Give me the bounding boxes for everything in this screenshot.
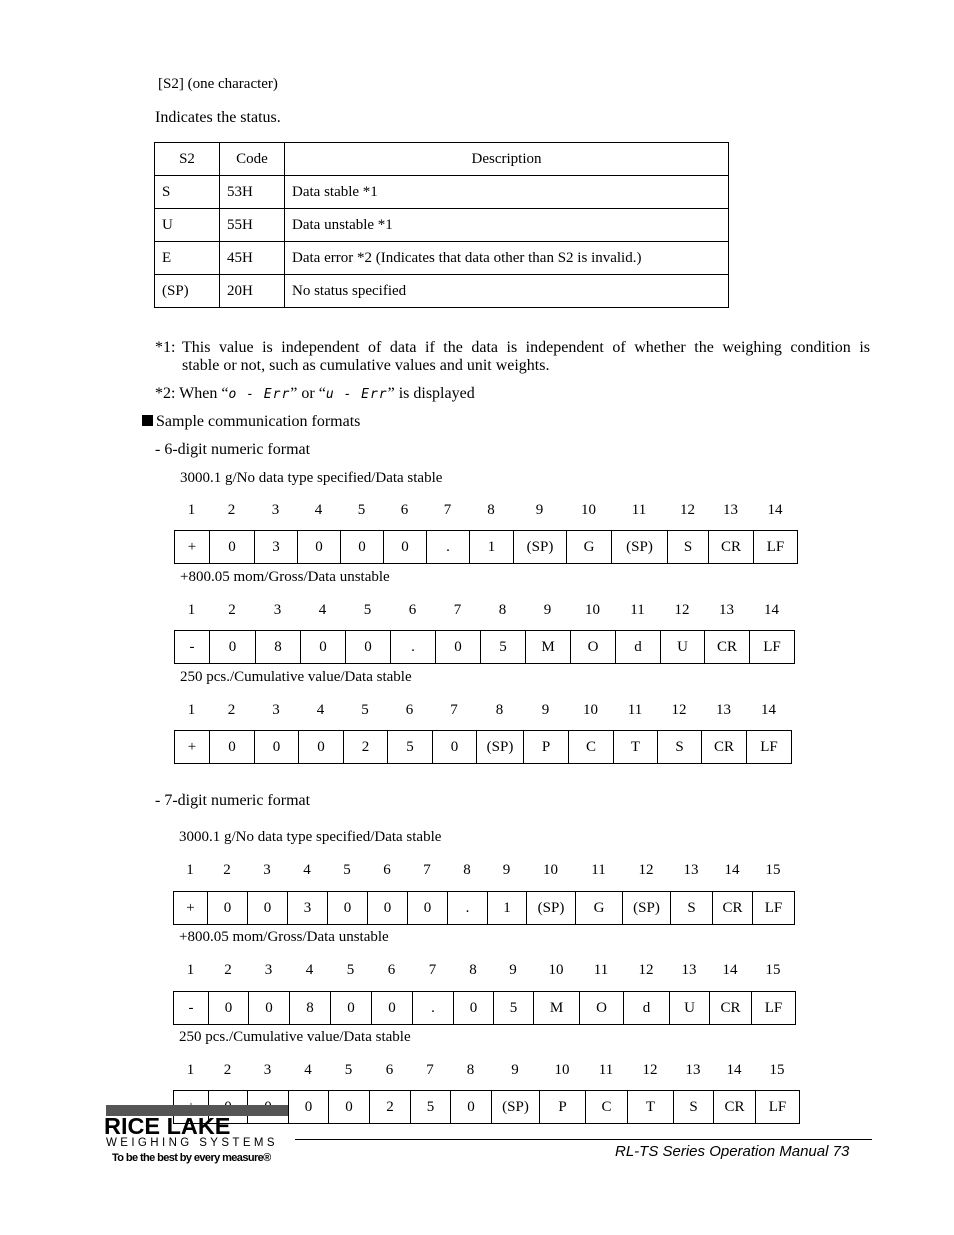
format-row bbox=[175, 731, 792, 764]
position-number: 8 bbox=[498, 602, 507, 618]
format-cell: 1 bbox=[488, 892, 527, 925]
position-number: 8 bbox=[495, 702, 504, 718]
table-cell: 45H bbox=[220, 242, 285, 275]
table-cell: 53H bbox=[220, 176, 285, 209]
format-cell: 2 bbox=[344, 731, 388, 764]
format-cell: 0 bbox=[384, 531, 427, 564]
position-number: 9 bbox=[509, 962, 517, 978]
position-number: 2 bbox=[224, 962, 232, 978]
six-digit-heading: - 6-digit numeric format bbox=[155, 441, 311, 458]
format-cell: 0 bbox=[433, 731, 477, 764]
intro-text: Indicates the status. bbox=[155, 109, 281, 126]
position-number: 13 bbox=[716, 702, 731, 718]
format-cell: T bbox=[628, 1091, 674, 1124]
position-number: 13 bbox=[683, 862, 699, 878]
format-cell: 1 bbox=[470, 531, 514, 564]
position-number: 6 bbox=[383, 862, 391, 878]
format-cell: LF bbox=[752, 992, 796, 1025]
format-cell: CR bbox=[710, 992, 752, 1025]
format-cell: LF bbox=[753, 892, 795, 925]
position-number: 13 bbox=[719, 602, 734, 618]
format-cell: 0 bbox=[454, 992, 494, 1025]
format-cell: S bbox=[668, 531, 709, 564]
format-cell: . bbox=[448, 892, 488, 925]
format-cell: 8 bbox=[256, 631, 301, 664]
position-number: 10 bbox=[554, 1062, 570, 1078]
header-cell: Description bbox=[285, 143, 729, 176]
format-cell: (SP) bbox=[492, 1091, 540, 1124]
table-cell: U bbox=[155, 209, 220, 242]
table-cell: 20H bbox=[220, 275, 285, 308]
position-number: 2 bbox=[223, 862, 231, 878]
format-caption: 3000.1 g/No data type specified/Data stable bbox=[179, 829, 442, 845]
table-row bbox=[155, 242, 729, 275]
position-number: 10 bbox=[583, 702, 598, 718]
position-number: 15 bbox=[765, 862, 781, 878]
position-number: 11 bbox=[631, 502, 647, 518]
table-cell: E bbox=[155, 242, 220, 275]
format-row bbox=[174, 992, 796, 1025]
note-2 bbox=[155, 385, 475, 403]
position-number: 1 bbox=[186, 862, 194, 878]
position-number: 2 bbox=[228, 602, 236, 618]
position-number: 7 bbox=[428, 962, 437, 978]
position-number: 5 bbox=[344, 1062, 353, 1078]
format-cell: (SP) bbox=[477, 731, 524, 764]
format-cell: LF bbox=[754, 531, 798, 564]
position-number: 12 bbox=[674, 602, 690, 618]
position-number: 13 bbox=[685, 1062, 701, 1078]
table-cell: Data stable *1 bbox=[285, 176, 729, 209]
position-number: 15 bbox=[765, 962, 781, 978]
format-table bbox=[174, 530, 798, 564]
position-number: 14 bbox=[764, 602, 779, 618]
table-row bbox=[155, 176, 729, 209]
format-cell: (SP) bbox=[623, 892, 671, 925]
position-number: 7 bbox=[426, 1062, 434, 1078]
format-cell: 2 bbox=[370, 1091, 411, 1124]
position-number: 14 bbox=[724, 862, 740, 878]
position-number: 11 bbox=[591, 862, 606, 878]
position-number: 3 bbox=[263, 862, 271, 878]
note-2-mid: ” or “ bbox=[290, 385, 326, 402]
note-1-mark: *1: bbox=[155, 339, 176, 356]
table-cell: S bbox=[155, 176, 220, 209]
format-cell: 0 bbox=[209, 992, 249, 1025]
table-row bbox=[155, 275, 729, 308]
format-cell: - bbox=[174, 992, 209, 1025]
position-number: 1 bbox=[186, 1062, 195, 1078]
format-cell: 0 bbox=[436, 631, 481, 664]
position-number: 10 bbox=[543, 862, 558, 878]
format-cell: 0 bbox=[248, 892, 288, 925]
position-number: 6 bbox=[400, 502, 409, 518]
format-cell: C bbox=[586, 1091, 628, 1124]
format-cell: P bbox=[540, 1091, 586, 1124]
table-cell: No status specified bbox=[285, 275, 729, 308]
position-number: 4 bbox=[314, 502, 323, 518]
format-cell: 0 bbox=[299, 731, 344, 764]
format-cell: 0 bbox=[372, 992, 413, 1025]
position-number: 13 bbox=[723, 502, 738, 518]
format-caption: +800.05 mom/Gross/Data unstable bbox=[179, 929, 389, 945]
position-number: 3 bbox=[263, 1062, 272, 1078]
format-cell: M bbox=[534, 992, 580, 1025]
format-table bbox=[174, 730, 792, 764]
position-number: 14 bbox=[761, 702, 776, 718]
table-cell: Data unstable *1 bbox=[285, 209, 729, 242]
table-row bbox=[155, 209, 729, 242]
format-table bbox=[173, 991, 796, 1025]
position-number: 9 bbox=[543, 602, 552, 618]
position-number: 12 bbox=[638, 962, 654, 978]
position-number: 11 bbox=[630, 602, 645, 618]
format-caption: 250 pcs./Cumulative value/Data stable bbox=[179, 1029, 411, 1045]
position-number: 1 bbox=[187, 502, 196, 518]
format-cell: . bbox=[413, 992, 454, 1025]
format-cell: S bbox=[671, 892, 713, 925]
note-1-text: This value is independent of data if the data is independent of whether the weighing condition is bbox=[182, 339, 870, 356]
format-cell: G bbox=[567, 531, 612, 564]
position-number: 5 bbox=[361, 702, 369, 718]
header-cell: Code bbox=[220, 143, 285, 176]
format-cell: 0 bbox=[331, 992, 372, 1025]
position-number: 1 bbox=[187, 602, 196, 618]
position-number: 2 bbox=[227, 502, 236, 518]
display-under-error: u - Err bbox=[325, 387, 388, 402]
format-cell: CR bbox=[709, 531, 754, 564]
position-number: 8 bbox=[463, 862, 471, 878]
format-cell: C bbox=[569, 731, 614, 764]
position-number: 2 bbox=[223, 1062, 232, 1078]
position-number: 3 bbox=[264, 962, 273, 978]
table-cell: Data error *2 (Indicates that data other than S2 is invalid.) bbox=[285, 242, 729, 275]
position-number: 12 bbox=[638, 862, 654, 878]
format-cell: U bbox=[670, 992, 710, 1025]
format-cell: 0 bbox=[368, 892, 408, 925]
note-2-mark: *2: bbox=[155, 385, 176, 402]
position-number: 7 bbox=[423, 862, 431, 878]
position-number: 12 bbox=[642, 1062, 658, 1078]
format-cell: 5 bbox=[411, 1091, 451, 1124]
format-cell: + bbox=[175, 731, 210, 764]
position-number: 7 bbox=[450, 702, 458, 718]
position-number: 13 bbox=[681, 962, 697, 978]
format-cell: LF bbox=[747, 731, 792, 764]
format-cell: T bbox=[614, 731, 658, 764]
position-number: 4 bbox=[303, 862, 311, 878]
format-cell: P bbox=[524, 731, 569, 764]
position-number: 6 bbox=[385, 1062, 394, 1078]
format-row bbox=[175, 531, 798, 564]
note-2-prefix: When “ bbox=[179, 385, 229, 402]
format-cell: CR bbox=[705, 631, 750, 664]
position-number: 4 bbox=[318, 602, 327, 618]
note-1-text-cont: stable or not, such as cumulative values and unit weights. bbox=[182, 357, 550, 374]
format-cell: LF bbox=[750, 631, 795, 664]
table-header-row bbox=[155, 143, 729, 176]
position-number: 9 bbox=[535, 502, 544, 518]
position-number: 10 bbox=[585, 602, 600, 618]
format-cell: 0 bbox=[341, 531, 384, 564]
position-number: 4 bbox=[304, 1062, 312, 1078]
format-cell: CR bbox=[713, 892, 753, 925]
format-cell: LF bbox=[756, 1091, 800, 1124]
format-row bbox=[174, 892, 795, 925]
format-cell: O bbox=[571, 631, 616, 664]
format-cell: 5 bbox=[494, 992, 534, 1025]
position-number: 9 bbox=[511, 1062, 519, 1078]
format-cell: 0 bbox=[329, 1091, 370, 1124]
footer-rule bbox=[295, 1139, 872, 1140]
sample-heading bbox=[142, 413, 360, 431]
position-number: 6 bbox=[405, 702, 414, 718]
format-cell: . bbox=[427, 531, 470, 564]
format-cell: 0 bbox=[210, 731, 255, 764]
seven-digit-heading: - 7-digit numeric format bbox=[155, 792, 311, 809]
format-cell: 5 bbox=[481, 631, 526, 664]
format-cell: d bbox=[616, 631, 661, 664]
position-number: 8 bbox=[466, 1062, 475, 1078]
position-number: 2 bbox=[227, 702, 236, 718]
format-cell: 0 bbox=[346, 631, 391, 664]
header-cell: S2 bbox=[155, 143, 220, 176]
format-cell: CR bbox=[714, 1091, 756, 1124]
logo-tagline: To be the best by every measure® bbox=[112, 1152, 271, 1164]
format-cell: 0 bbox=[208, 892, 248, 925]
position-number: 7 bbox=[443, 502, 452, 518]
position-number: 1 bbox=[187, 702, 196, 718]
position-number: 3 bbox=[273, 602, 282, 618]
format-cell: S bbox=[674, 1091, 714, 1124]
format-cell: 5 bbox=[388, 731, 433, 764]
format-cell: d bbox=[624, 992, 670, 1025]
position-number: 8 bbox=[469, 962, 477, 978]
position-number: 15 bbox=[769, 1062, 785, 1078]
format-cell: 0 bbox=[408, 892, 448, 925]
note-2-suffix: ” is displayed bbox=[387, 385, 475, 402]
position-number: 12 bbox=[671, 702, 687, 718]
position-number: 10 bbox=[548, 962, 564, 978]
position-number: 5 bbox=[357, 502, 366, 518]
position-number: 11 bbox=[593, 962, 609, 978]
position-number: 14 bbox=[722, 962, 738, 978]
format-cell: 0 bbox=[210, 531, 255, 564]
position-number: 5 bbox=[343, 862, 351, 878]
format-cell: + bbox=[175, 531, 210, 564]
format-cell: (SP) bbox=[527, 892, 576, 925]
square-bullet-icon bbox=[142, 415, 153, 426]
position-number: 3 bbox=[272, 702, 280, 718]
table-cell: (SP) bbox=[155, 275, 220, 308]
position-number: 6 bbox=[408, 602, 417, 618]
position-number: 6 bbox=[387, 962, 396, 978]
format-cell: 0 bbox=[210, 631, 256, 664]
sample-heading-text: Sample communication formats bbox=[156, 413, 361, 430]
status-table bbox=[154, 142, 729, 308]
position-number: 14 bbox=[726, 1062, 742, 1078]
position-number: 8 bbox=[487, 502, 495, 518]
section-label: [S2] (one character) bbox=[158, 76, 278, 92]
logo-main: RICE LAKE bbox=[104, 1113, 231, 1139]
format-cell: 0 bbox=[301, 631, 346, 664]
position-number: 1 bbox=[186, 962, 195, 978]
format-cell: U bbox=[661, 631, 705, 664]
position-number: 12 bbox=[680, 502, 695, 518]
format-caption: +800.05 mom/Gross/Data unstable bbox=[180, 569, 390, 585]
format-row bbox=[175, 631, 795, 664]
format-cell: - bbox=[175, 631, 210, 664]
format-caption: 250 pcs./Cumulative value/Data stable bbox=[180, 669, 412, 685]
position-number: 3 bbox=[271, 502, 280, 518]
format-caption: 3000.1 g/No data type specified/Data stable bbox=[180, 470, 443, 486]
format-cell: 3 bbox=[255, 531, 298, 564]
format-cell: 0 bbox=[255, 731, 299, 764]
position-number: 5 bbox=[363, 602, 372, 618]
format-cell: 8 bbox=[290, 992, 331, 1025]
format-cell: 0 bbox=[298, 531, 341, 564]
format-cell: 3 bbox=[288, 892, 328, 925]
format-cell: 0 bbox=[451, 1091, 492, 1124]
position-number: 9 bbox=[502, 862, 511, 878]
format-cell: (SP) bbox=[612, 531, 668, 564]
format-cell: 0 bbox=[328, 892, 368, 925]
format-cell: M bbox=[526, 631, 571, 664]
logo-sub: WEIGHING SYSTEMS bbox=[106, 1137, 278, 1149]
format-cell: (SP) bbox=[514, 531, 567, 564]
position-number: 9 bbox=[541, 702, 550, 718]
footer-text: RL-TS Series Operation Manual 73 bbox=[615, 1143, 850, 1160]
format-cell: O bbox=[580, 992, 624, 1025]
display-over-error: o - Err bbox=[228, 387, 291, 402]
format-cell: G bbox=[576, 892, 623, 925]
position-number: 14 bbox=[767, 502, 783, 518]
format-table bbox=[174, 630, 795, 664]
position-number: 4 bbox=[316, 702, 325, 718]
position-number: 7 bbox=[453, 602, 462, 618]
format-cell: S bbox=[658, 731, 702, 764]
format-cell: CR bbox=[702, 731, 747, 764]
format-cell: + bbox=[174, 892, 208, 925]
format-cell: . bbox=[391, 631, 436, 664]
position-number: 11 bbox=[598, 1062, 614, 1078]
format-cell: 0 bbox=[249, 992, 290, 1025]
position-number: 10 bbox=[581, 502, 596, 518]
position-number: 5 bbox=[346, 962, 355, 978]
format-table bbox=[173, 891, 795, 925]
table-cell: 55H bbox=[220, 209, 285, 242]
position-number: 4 bbox=[305, 962, 314, 978]
format-cell: 0 bbox=[289, 1091, 329, 1124]
position-number: 11 bbox=[627, 702, 643, 718]
